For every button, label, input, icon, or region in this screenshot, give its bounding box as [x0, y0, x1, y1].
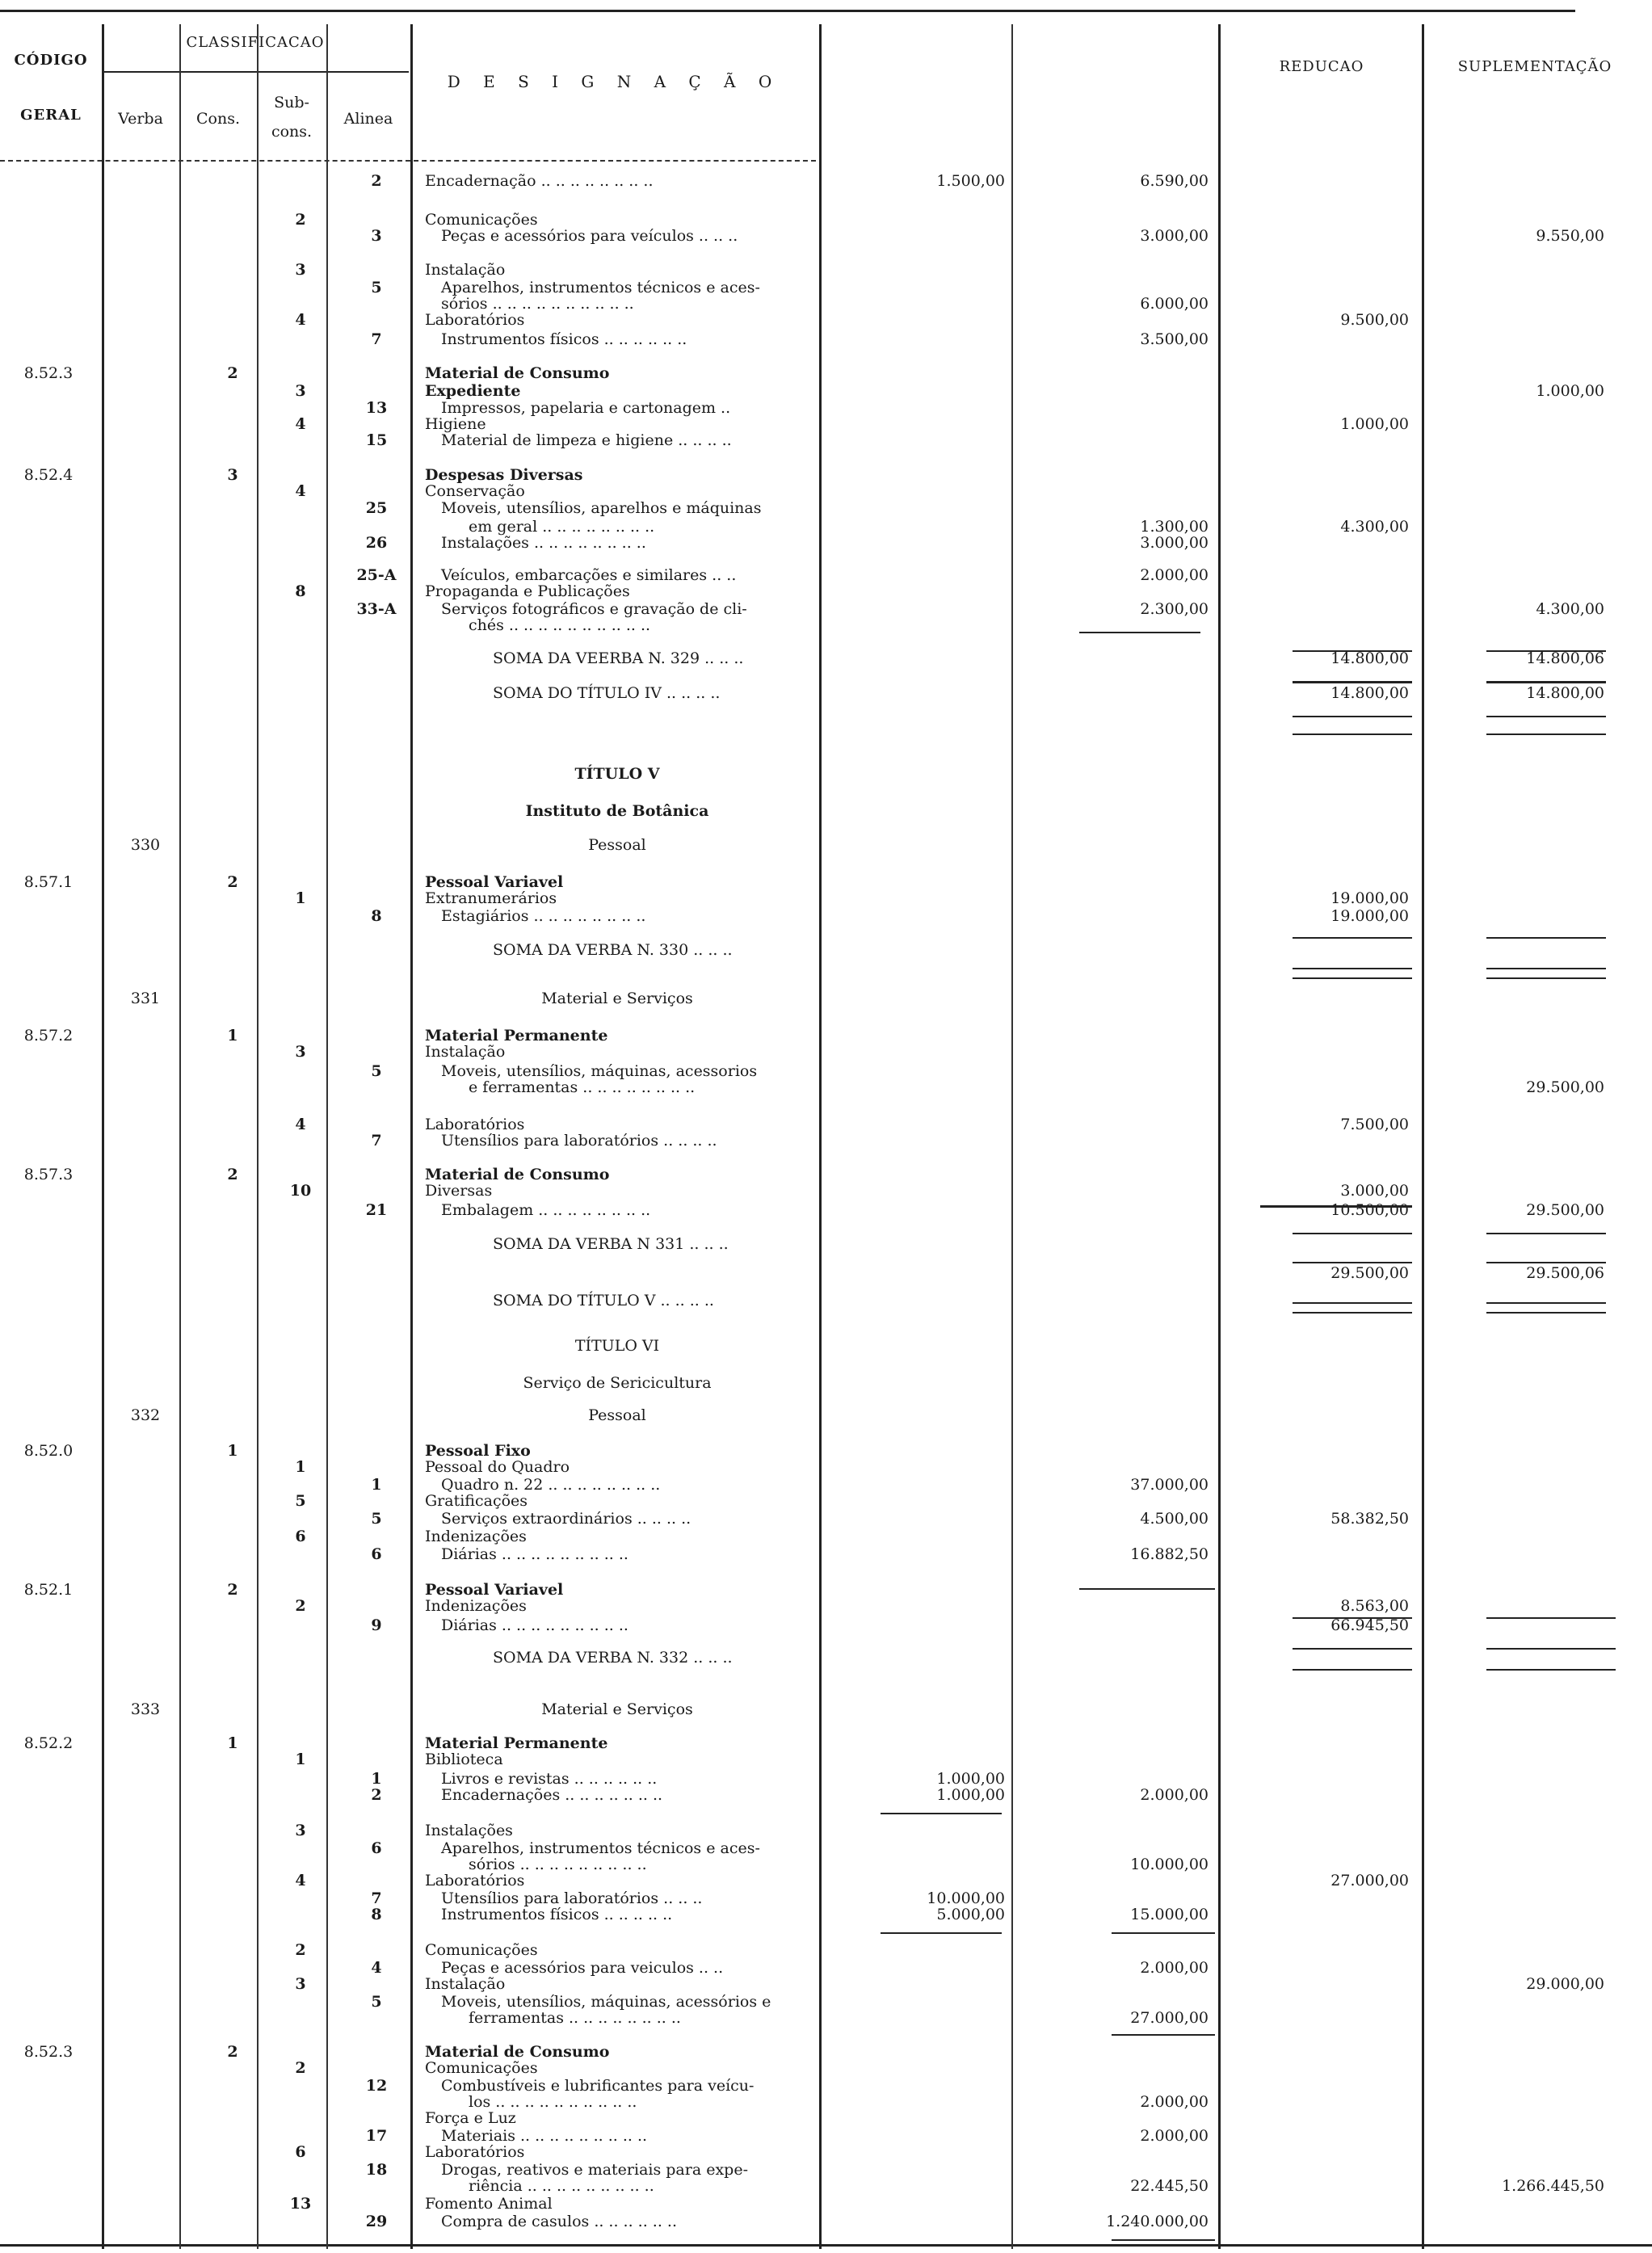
row-designacao: Despesas Diversas — [425, 466, 583, 484]
row-designacao: Material de Consumo — [425, 364, 610, 382]
row-designacao: Diárias .. .. .. .. .. .. .. .. .. — [441, 1616, 628, 1634]
row-value-col1: 1.500,00 — [936, 172, 1005, 190]
row-value-col2: 1.300,00 — [1140, 518, 1209, 536]
row-alinea: 13 — [365, 399, 388, 417]
row-subcons: 4 — [295, 1116, 306, 1133]
rule — [1293, 650, 1412, 652]
row-designacao: SOMA DO TÍTULO IV .. .. .. .. — [493, 684, 721, 702]
rule — [1486, 968, 1606, 969]
row-value-col1: 10.000,00 — [927, 1889, 1005, 1907]
row-designacao: Encadernações .. .. .. .. .. .. .. — [441, 1786, 663, 1804]
row-value-suplementacao: 29.500,00 — [1526, 1078, 1604, 1096]
rule — [1293, 1312, 1412, 1314]
row-value-suplementacao: 29.500,00 — [1526, 1201, 1604, 1219]
row-alinea: 2 — [371, 172, 382, 190]
rule — [1293, 716, 1412, 717]
row-value-col2: 4.500,00 — [1140, 1510, 1209, 1528]
row-subcons: 8 — [295, 582, 306, 600]
rule — [1293, 1233, 1412, 1234]
row-designacao: Pessoal Variavel — [425, 873, 564, 891]
row-designacao: Aparelhos, instrumentos técnicos e aces- — [441, 279, 760, 296]
row-alinea: 33-A — [356, 600, 397, 618]
rule — [881, 1932, 1002, 1934]
row-subcons: 3 — [295, 261, 306, 279]
row-designacao: Serviços fotográficos e gravação de cli- — [441, 600, 747, 618]
row-alinea: 7 — [371, 330, 382, 348]
row-designacao: SOMA DA VERBA N. 330 .. .. .. — [493, 941, 733, 959]
rule — [1112, 2034, 1215, 2036]
col-divider-designacao — [819, 24, 822, 2249]
row-value-col2: 2.000,00 — [1140, 566, 1209, 584]
row-value-reducao: 3.000,00 — [1340, 1182, 1409, 1200]
header-codigo: CÓDIGO — [14, 52, 88, 69]
row-subcons: 1 — [295, 889, 306, 907]
row-value-col2: 2.300,00 — [1140, 600, 1209, 618]
row-cons: 2 — [227, 873, 238, 891]
rule — [1486, 1312, 1606, 1314]
rule — [1293, 1617, 1412, 1619]
header-sub: Sub- — [274, 94, 309, 111]
row-designacao: Gratificações — [425, 1492, 528, 1510]
row-designacao: Moveis, utensílios, aparelhos e máquinas — [441, 499, 762, 517]
row-cons: 1 — [227, 1442, 238, 1460]
row-designacao: Impressos, papelaria e cartonagem .. — [441, 399, 731, 417]
row-value-col2: 2.000,00 — [1140, 1959, 1209, 1977]
row-alinea: 5 — [371, 1510, 382, 1528]
col-divider-subcons — [326, 24, 328, 2249]
row-alinea: 3 — [371, 227, 382, 245]
row-designacao: e ferramentas .. .. .. .. .. .. .. .. — [469, 1078, 696, 1096]
header-cons: Cons. — [195, 110, 241, 128]
row-designacao: Drogas, reativos e materiais para expe- — [441, 2161, 748, 2179]
rule — [1486, 681, 1606, 683]
row-designacao: Livros e revistas .. .. .. .. .. .. — [441, 1770, 658, 1788]
rule — [1293, 1648, 1412, 1650]
row-value-suplementacao: 4.300,00 — [1536, 600, 1604, 618]
row-designacao: Diárias .. .. .. .. .. .. .. .. .. — [441, 1545, 628, 1563]
rule — [1293, 937, 1412, 939]
row-subcons: 3 — [295, 382, 306, 400]
row-subcons: 1 — [295, 1458, 306, 1476]
row-designacao: Aparelhos, instrumentos técnicos e aces- — [441, 1839, 760, 1857]
row-designacao: los .. .. .. .. .. .. .. .. .. .. — [469, 2093, 637, 2111]
row-value-col2: 2.000,00 — [1140, 2127, 1209, 2145]
row-code-geral: 8.52.1 — [23, 1581, 74, 1599]
row-value-suplementacao: 1.266.445,50 — [1502, 2177, 1604, 2195]
row-designacao: Diversas — [425, 1182, 493, 1200]
row-alinea: 7 — [371, 1889, 382, 1907]
row-heading: Serviço de Sericicultura — [523, 1374, 712, 1392]
row-heading: Instituto de Botânica — [525, 802, 709, 820]
row-value-suplementacao: 14.800,00 — [1526, 684, 1604, 702]
row-value-col2: 16.882,50 — [1130, 1545, 1209, 1563]
row-value-reducao: 7.500,00 — [1340, 1116, 1409, 1133]
rule — [1486, 937, 1606, 939]
rule — [1293, 1669, 1412, 1671]
row-cons: 2 — [227, 1166, 238, 1183]
row-designacao: Propaganda e Publicações — [425, 582, 630, 600]
row-heading: Pessoal — [588, 836, 646, 854]
row-alinea: 17 — [365, 2127, 388, 2145]
row-value-suplementacao: 1.000,00 — [1536, 382, 1604, 400]
row-designacao: ferramentas .. .. .. .. .. .. .. .. — [469, 2009, 681, 2027]
row-code-geral: 8.52.4 — [23, 466, 74, 484]
row-designacao: Higiene — [425, 415, 486, 433]
row-value-reducao: 14.800,00 — [1330, 649, 1409, 667]
row-designacao: Conservação — [425, 482, 525, 500]
row-designacao: SOMA DA VERBA N. 332 .. .. .. — [493, 1649, 733, 1667]
row-designacao: Utensílios para laboratórios .. .. .. .. — [441, 1132, 717, 1150]
row-value-col1: 1.000,00 — [936, 1786, 1005, 1804]
row-alinea: 2 — [371, 1786, 382, 1804]
rule — [1293, 1262, 1412, 1263]
col-divider-col1 — [1011, 24, 1013, 2249]
row-value-col2: 27.000,00 — [1130, 2009, 1209, 2027]
row-alinea: 25 — [365, 499, 388, 517]
rule — [1486, 650, 1606, 652]
row-designacao: Comunicações — [425, 211, 538, 229]
row-designacao: Biblioteca — [425, 1751, 503, 1768]
row-subcons: 13 — [289, 2195, 312, 2213]
row-designacao: SOMA DA VERBA N 331 .. .. .. — [493, 1235, 729, 1253]
row-alinea: 12 — [365, 2077, 388, 2095]
row-subcons: 2 — [295, 2059, 306, 2077]
classificacao-rule — [103, 71, 409, 73]
row-designacao: Instalação — [425, 261, 506, 279]
row-subcons: 2 — [295, 1597, 306, 1615]
row-designacao: Quadro n. 22 .. .. .. .. .. .. .. .. — [441, 1476, 661, 1494]
row-value-col2: 15.000,00 — [1130, 1906, 1209, 1923]
row-subcons: 3 — [295, 1043, 306, 1061]
col-divider-geral — [102, 24, 104, 2249]
row-designacao: Pessoal Variavel — [425, 1581, 564, 1599]
header-alinea: Alinea — [343, 110, 393, 128]
row-designacao: Material de limpeza e higiene .. .. .. .. — [441, 431, 732, 449]
row-designacao: Expediente — [425, 382, 521, 400]
row-cons: 2 — [227, 364, 238, 382]
row-alinea: 8 — [371, 907, 382, 925]
row-value-reducao: 14.800,00 — [1330, 684, 1409, 702]
row-value-col2: 2.000,00 — [1140, 2093, 1209, 2111]
row-alinea: 5 — [371, 1062, 382, 1080]
col-divider-reducao — [1422, 24, 1424, 2249]
row-designacao: Instalações — [425, 1822, 513, 1839]
row-alinea: 5 — [371, 279, 382, 296]
header-geral: GERAL — [20, 107, 82, 124]
row-value-reducao: 19.000,00 — [1330, 889, 1409, 907]
top-rule — [0, 10, 1575, 12]
row-designacao: Estagiários .. .. .. .. .. .. .. .. — [441, 907, 646, 925]
row-code-geral: 8.57.3 — [23, 1166, 74, 1183]
rule — [1293, 977, 1412, 979]
row-code-geral: 8.52.3 — [23, 364, 74, 382]
row-designacao: Pessoal Fixo — [425, 1442, 531, 1460]
row-value-reducao: 10.500,00 — [1330, 1201, 1409, 1219]
row-heading: Material e Serviços — [541, 1700, 693, 1718]
row-designacao: Materiais .. .. .. .. .. .. .. .. .. — [441, 2127, 648, 2145]
rule — [1112, 2239, 1215, 2241]
row-heading: Pessoal — [588, 1406, 646, 1424]
row-alinea: 1 — [371, 1770, 382, 1788]
row-value-suplementacao: 29.500,06 — [1526, 1264, 1604, 1282]
row-subcons: 4 — [295, 415, 306, 433]
row-value-reducao: 19.000,00 — [1330, 907, 1409, 925]
row-code-geral: 8.52.2 — [23, 1734, 74, 1752]
row-designacao: chés .. .. .. .. .. .. .. .. .. .. — [469, 616, 651, 634]
row-subcons: 1 — [295, 1751, 306, 1768]
row-code-geral: 8.52.0 — [23, 1442, 74, 1460]
row-value-col2: 10.000,00 — [1130, 1856, 1209, 1873]
row-alinea: 21 — [365, 1201, 388, 1219]
col-divider-col2 — [1218, 24, 1221, 2249]
rule — [1486, 977, 1606, 979]
row-value-reducao: 58.382,50 — [1330, 1510, 1409, 1528]
row-designacao: Moveis, utensílios, máquinas, acessórios e — [441, 1993, 771, 2011]
row-value-col2: 22.445,50 — [1130, 2177, 1209, 2195]
row-designacao: Laboratórios — [425, 311, 525, 329]
row-designacao: Material de Consumo — [425, 2043, 610, 2061]
row-alinea: 6 — [371, 1839, 382, 1857]
row-designacao: Comunicações — [425, 1941, 538, 1959]
rule — [1293, 1302, 1412, 1304]
row-cons: 2 — [227, 1581, 238, 1599]
row-designacao: Combustíveis e lubrificantes para veícu- — [441, 2077, 755, 2095]
bottom-rule — [0, 2244, 1652, 2247]
row-alinea: 5 — [371, 1993, 382, 2011]
rule — [1486, 1669, 1616, 1671]
row-alinea: 26 — [365, 534, 388, 552]
row-designacao: Instalação — [425, 1043, 506, 1061]
row-subcons: 3 — [295, 1975, 306, 1993]
row-designacao: Laboratórios — [425, 1872, 525, 1889]
row-designacao: Laboratórios — [425, 1116, 525, 1133]
row-heading: TÍTULO VI — [574, 1337, 660, 1355]
row-designacao: Indenizações — [425, 1528, 527, 1545]
row-designacao: Instalação — [425, 1975, 506, 1993]
rule — [1486, 1617, 1616, 1619]
row-designacao: Material Permanente — [425, 1027, 608, 1045]
row-designacao: Peças e acessórios para veiculos .. .. — [441, 1959, 724, 1977]
row-alinea: 8 — [371, 1906, 382, 1923]
row-heading: TÍTULO V — [574, 765, 660, 783]
row-value-col2: 3.000,00 — [1140, 227, 1209, 245]
row-designacao: Instalações .. .. .. .. .. .. .. .. — [441, 534, 646, 552]
row-designacao: Força e Luz — [425, 2109, 516, 2127]
row-subcons: 3 — [295, 1822, 306, 1839]
row-code-geral: 8.52.3 — [23, 2043, 74, 2061]
row-subcons: 4 — [295, 1872, 306, 1889]
row-alinea: 1 — [371, 1476, 382, 1494]
row-designacao: em geral .. .. .. .. .. .. .. .. — [469, 518, 655, 536]
rule — [1486, 1302, 1606, 1304]
row-value-reducao: 29.500,00 — [1330, 1264, 1409, 1282]
header-suplementacao: SUPLEMENTAÇÃO — [1457, 58, 1612, 75]
row-alinea: 6 — [371, 1545, 382, 1563]
header-designacao: D E S I G N A Ç Ã O — [447, 72, 781, 91]
row-subcons: 10 — [289, 1182, 312, 1200]
row-value-reducao: 9.500,00 — [1340, 311, 1409, 329]
row-cons: 1 — [227, 1734, 238, 1752]
row-value-col1: 5.000,00 — [936, 1906, 1005, 1923]
row-alinea: 9 — [371, 1616, 382, 1634]
row-value-suplementacao: 9.550,00 — [1536, 227, 1604, 245]
row-designacao: Utensílios para laboratórios .. .. .. — [441, 1889, 703, 1907]
row-value-reducao: 66.945,50 — [1330, 1616, 1409, 1634]
row-subcons: 5 — [295, 1492, 306, 1510]
row-designacao: SOMA DA VEERBA N. 329 .. .. .. — [493, 649, 744, 667]
rule — [1486, 1233, 1606, 1234]
rule — [1260, 1205, 1412, 1208]
row-verba: 332 — [130, 1406, 161, 1424]
col-divider-cons — [257, 24, 259, 2249]
row-value-col1: 1.000,00 — [936, 1770, 1005, 1788]
row-alinea: 29 — [365, 2213, 388, 2230]
row-alinea: 15 — [365, 431, 388, 449]
row-value-col2: 37.000,00 — [1130, 1476, 1209, 1494]
row-value-reducao: 27.000,00 — [1330, 1872, 1409, 1889]
row-designacao: Compra de casulos .. .. .. .. .. .. — [441, 2213, 677, 2230]
row-verba: 331 — [130, 990, 161, 1007]
rule — [1486, 1262, 1606, 1263]
row-designacao: riência .. .. .. .. .. .. .. .. .. — [469, 2177, 654, 2195]
rule — [1079, 632, 1200, 633]
row-value-reducao: 4.300,00 — [1340, 518, 1409, 536]
row-value-col2: 1.240.000,00 — [1106, 2213, 1209, 2230]
rule — [1079, 1588, 1215, 1590]
row-value-col2: 6.590,00 — [1140, 172, 1209, 190]
row-designacao: Comunicações — [425, 2059, 538, 2077]
col-divider-alinea — [410, 24, 413, 2249]
row-value-col2: 6.000,00 — [1140, 295, 1209, 313]
row-cons: 2 — [227, 2043, 238, 2061]
row-alinea: 25-A — [356, 566, 397, 584]
row-verba: 330 — [130, 836, 161, 854]
row-designacao: Extranumerários — [425, 889, 557, 907]
row-designacao: Embalagem .. .. .. .. .. .. .. .. — [441, 1201, 651, 1219]
row-heading: Material e Serviços — [541, 990, 693, 1007]
col-divider-verba — [179, 24, 181, 2249]
rule — [1112, 1932, 1215, 1934]
header-subcons: cons. — [271, 123, 313, 141]
header-classificacao: CLASSIFICACAO — [186, 34, 325, 51]
row-designacao: SOMA DO TÍTULO V .. .. .. .. — [493, 1292, 714, 1309]
row-verba: 333 — [130, 1700, 161, 1718]
row-designacao: Serviços extraordinários .. .. .. .. — [441, 1510, 691, 1528]
row-cons: 1 — [227, 1027, 238, 1045]
row-value-col2: 3.000,00 — [1140, 534, 1209, 552]
header-verba: Verba — [118, 110, 163, 128]
row-designacao: Indenizações — [425, 1597, 527, 1615]
rule — [1486, 1648, 1616, 1650]
row-designacao: Pessoal do Quadro — [425, 1458, 570, 1476]
row-designacao: Instrumentos físicos .. .. .. .. .. — [441, 1906, 673, 1923]
row-code-geral: 8.57.2 — [23, 1027, 74, 1045]
row-value-reducao: 1.000,00 — [1340, 415, 1409, 433]
row-subcons: 6 — [295, 1528, 306, 1545]
rule — [1486, 733, 1606, 735]
row-designacao: Peças e acessórios para veículos .. .. .. — [441, 227, 738, 245]
row-designacao: Moveis, utensílios, máquinas, acessorios — [441, 1062, 758, 1080]
header-bottom-rule — [0, 160, 816, 162]
row-designacao: Material Permanente — [425, 1734, 608, 1752]
row-designacao: sórios .. .. .. .. .. .. .. .. .. .. — [441, 295, 634, 313]
row-alinea: 18 — [365, 2161, 388, 2179]
header-reducao: REDUCAO — [1279, 58, 1364, 75]
row-alinea: 7 — [371, 1132, 382, 1150]
row-value-suplementacao: 29.000,00 — [1526, 1975, 1604, 1993]
rule — [1293, 968, 1412, 969]
row-designacao: Laboratórios — [425, 2143, 525, 2161]
row-designacao: Veículos, embarcações e similares .. .. — [441, 566, 737, 584]
rule — [1293, 681, 1412, 683]
row-value-suplementacao: 14.800,06 — [1526, 649, 1604, 667]
row-designacao: sórios .. .. .. .. .. .. .. .. .. — [469, 1856, 647, 1873]
row-subcons: 4 — [295, 482, 306, 500]
row-designacao: Material de Consumo — [425, 1166, 610, 1183]
row-subcons: 4 — [295, 311, 306, 329]
row-code-geral: 8.57.1 — [23, 873, 74, 891]
rule — [1486, 716, 1606, 717]
row-subcons: 6 — [295, 2143, 306, 2161]
row-subcons: 2 — [295, 1941, 306, 1959]
row-designacao: Encadernação .. .. .. .. .. .. .. .. — [425, 172, 654, 190]
row-cons: 3 — [227, 466, 238, 484]
row-value-col2: 3.500,00 — [1140, 330, 1209, 348]
row-designacao: Fomento Animal — [425, 2195, 553, 2213]
row-subcons: 2 — [295, 211, 306, 229]
rule — [881, 1813, 1002, 1814]
rule — [1293, 733, 1412, 735]
row-value-reducao: 8.563,00 — [1340, 1597, 1409, 1615]
row-designacao: Instrumentos físicos .. .. .. .. .. .. — [441, 330, 687, 348]
row-alinea: 4 — [371, 1959, 382, 1977]
row-value-col2: 2.000,00 — [1140, 1786, 1209, 1804]
